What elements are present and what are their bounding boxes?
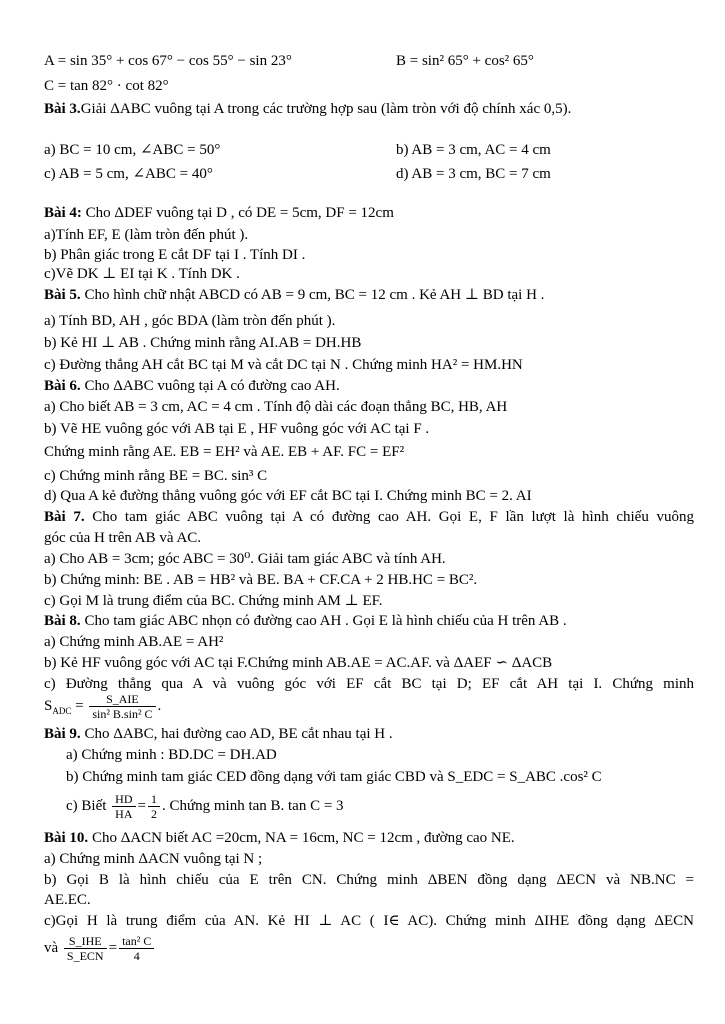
exercise-5-heading	[44, 286, 544, 304]
ratio-one-half-numerator: 1	[148, 792, 160, 807]
exercise-7-a: a) Cho AB = 3cm; góc ABC = 30⁰. Giải tam giác ABC và tính AH.	[44, 551, 446, 567]
exercise-8-a: a) Chứng minh AB.AE = AH²	[44, 634, 224, 650]
formula-numerator: S_AIE	[89, 692, 155, 707]
expr-b: B = sin² 65° + cos² 65°	[396, 53, 534, 69]
exercise-7-c: c) Gọi M là trung điểm của BC. Chứng minh AM ⊥ EF.	[44, 593, 383, 609]
exercise-9-title: Bài 9.	[44, 726, 81, 742]
exercise-4-a: a)Tính EF, E (làm tròn đến phút ).	[44, 227, 249, 243]
exercise-7-text: Cho tam giác ABC vuông tại A có đường cao AH. Gọi E, F lần lượt là hình chiếu vuông	[84, 509, 694, 525]
exercise-10-heading	[44, 829, 515, 847]
tan-ratio-denominator: 4	[133, 949, 140, 964]
area-ratio-denominator: S_ECN	[66, 949, 104, 964]
exercise-3-d: d) AB = 3 cm, BC = 7 cm	[396, 166, 551, 182]
exercise-5-title: Bài 5.	[44, 287, 81, 303]
exercise-9-c-label: c) Biết	[66, 798, 107, 814]
exercise-4-b: b) Phân giác trong E cắt DF tại I . Tính DI .	[44, 247, 306, 263]
exercise-7-heading	[44, 508, 694, 526]
exercise-5-c: c) Đường thẳng AH cắt BC tại M và cắt DC tại N . Chứng minh HA² = HM.HN	[44, 357, 523, 373]
exercise-8-c: c) Đường thẳng qua A và vuông góc với EF cắt BC tại D; EF cắt AH tại I. Chứng minh	[44, 676, 694, 692]
exercise-8-title: Bài 8.	[44, 613, 81, 629]
exercise-3-text: Giải ΔABC vuông tại A trong các trường hợp sau (làm tròn với độ chính xác 0,5).	[80, 101, 572, 117]
exercise-3-c: c) AB = 5 cm, ∠ABC = 40°	[44, 166, 213, 182]
tan-ratio	[119, 934, 154, 963]
exercise-9-text: Cho ΔABC, hai đường cao AD, BE cắt nhau tại H .	[80, 726, 393, 742]
exercise-6-b: b) Vẽ HE vuông góc với AB tại E , HF vuông góc với AC tại F .	[44, 421, 430, 437]
exercise-7-title: Bài 7.	[44, 509, 85, 525]
exercise-7-text-cont: góc của H trên AB và AC.	[44, 530, 202, 546]
exercise-6-c: c) Chứng minh rằng BE = BC. sin³ C	[44, 468, 268, 484]
formula-denominator: sin² B.sin² C	[92, 707, 153, 722]
exercise-3-a: a) BC = 10 cm, ∠ABC = 50°	[44, 142, 221, 158]
exercise-10-c-formula: và $\frac{\text{S\_IHE}}{\text{S\_ECN}}$ = $\frac{\text{tan² C}}{4}$	[44, 926, 156, 970]
exercise-6-heading	[44, 377, 340, 395]
exercise-4-c: c)Vẽ DK ⊥ EI tại K . Tính DK .	[44, 266, 240, 282]
formula-lhs: S	[44, 698, 53, 714]
exercise-6-text: Cho ΔABC vuông tại A có đường cao AH.	[80, 378, 340, 394]
exercise-8-heading	[44, 612, 567, 630]
expr-a: A = sin 35° + cos 67° − cos 55° − sin 23°	[44, 53, 292, 69]
exercise-9-c: c) Biết $\frac{HD}{HA}$ = $\frac{1}{2}$ . Chứng minh tan B. tan C = 3	[66, 792, 344, 822]
exercise-10-c: c)Gọi H là trung điểm của AN. Kẻ HI ⊥ AC ( I∈ AC). Chứng minh ΔIHE đồng dạng ΔECN	[44, 913, 694, 929]
exercise-10-text: Cho ΔACN biết AC =20cm, NA = 16cm, NC = 12cm , đường cao NE.	[88, 830, 515, 846]
exercise-9-heading	[44, 725, 393, 743]
exercise-9-a: a) Chứng minh : BD.DC = DH.AD	[66, 747, 277, 763]
exercise-3-title: Bài 3.	[44, 101, 81, 117]
expr-c: C = tan 82° · cot 82°	[44, 78, 169, 94]
exercise-8-b: b) Kẻ HF vuông góc với AC tại F.Chứng minh AB.AE = AC.AF. và ΔAEF ∽ ΔACB	[44, 655, 553, 671]
exercise-8-c-formula: $S_{ADC}$ = $\frac{\text{S\_AIE}}{\text{sin² B.sin² C}}$ .	[44, 692, 162, 722]
exercise-10-b: b) Gọi B là hình chiếu của E trên CN. Chứng minh ΔBEN đồng dạng ΔECN và NB.NC =	[44, 872, 694, 888]
exercise-4-heading	[44, 204, 394, 222]
ratio-hd-ha-denominator: HA	[115, 807, 133, 822]
exercise-10-a: a) Chứng minh ΔACN vuông tại N ;	[44, 851, 263, 867]
exercise-8-text: Cho tam giác ABC nhọn có đường cao AH . Gọi E là hình chiếu của H trên AB .	[80, 613, 567, 629]
formula-lhs-sub: ADC	[52, 706, 72, 716]
exercise-3-b: b) AB = 3 cm, AC = 4 cm	[396, 142, 551, 158]
ratio-one-half-denominator: 2	[150, 807, 157, 822]
ratio-hd-ha	[112, 792, 135, 821]
formula-fraction	[89, 692, 155, 721]
exercise-10-title: Bài 10.	[44, 830, 89, 846]
exercise-10-b-cont: AE.EC.	[44, 892, 91, 908]
area-ratio-numerator: S_IHE	[64, 934, 107, 949]
ratio-hd-ha-numerator: HD	[112, 792, 135, 807]
exercise-6-a: a) Cho biết AB = 3 cm, AC = 4 cm . Tính độ dài các đoạn thẳng BC, HB, AH	[44, 399, 508, 415]
exercise-9-c-claim: . Chứng minh tan B. tan C = 3	[161, 798, 344, 814]
exercise-9-b: b) Chứng minh tam giác CED đồng dạng với tam giác CBD và S_EDC = S_ABC .cos² C	[66, 769, 602, 785]
exercise-5-text: Cho hình chữ nhật ABCD có AB = 9 cm, BC = 12 cm . Kẻ AH ⊥ BD tại H .	[80, 287, 545, 303]
exercise-6-d: d) Qua A kẻ đường thẳng vuông góc với EF cắt BC tại I. Chứng minh BC = 2. AI	[44, 488, 532, 504]
exercise-5-a: a) Tính BD, AH , góc BDA (làm tròn đến phút ).	[44, 313, 336, 329]
area-ratio	[64, 934, 107, 963]
exercise-6-title: Bài 6.	[44, 378, 81, 394]
exercise-4-title: Bài 4:	[44, 205, 82, 221]
exercise-5-b: b) Kẻ HI ⊥ AB . Chứng minh rằng AI.AB = DH.HB	[44, 335, 362, 351]
exercise-6-b-proof: Chứng minh rằng AE. EB = EH² và AE. EB + AF. FC = EF²	[44, 444, 405, 460]
exercise-4-text: Cho ΔDEF vuông tại D , có DE = 5cm, DF = 12cm	[81, 205, 394, 221]
ratio-one-half	[148, 792, 160, 821]
tan-ratio-numerator: tan² C	[119, 934, 154, 949]
exercise-10-c-and: và	[44, 940, 59, 956]
exercise-3-heading	[44, 100, 571, 118]
exercise-7-b: b) Chứng minh: BE . AB = HB² và BE. BA + CF.CA + 2 HB.HC = BC².	[44, 572, 478, 588]
